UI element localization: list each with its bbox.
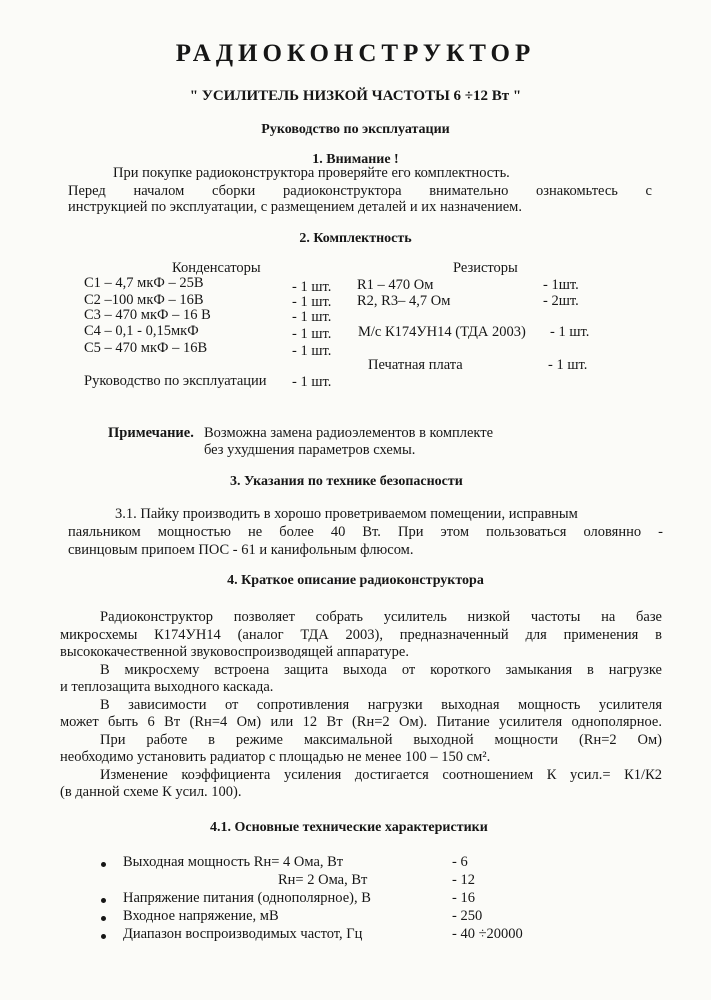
note-label: Примечание. xyxy=(108,425,194,441)
chip-qty: - 1 шт. xyxy=(550,324,590,340)
section-3-line-3: свинцовым припоем ПОС - 61 и канифольным флюсом. xyxy=(68,542,414,558)
section-4-line: (в данной схеме К усил. 100). xyxy=(60,784,242,800)
section-4-line: Изменение коэффициента усиления достигается соотношением К усил.= К1/К2 xyxy=(100,767,662,783)
spec-label: Диапазон воспроизводимых частот, Гц xyxy=(123,926,363,942)
resistor-name: R1 – 470 Ом xyxy=(357,277,434,293)
section-4-line: микросхемы К174УН14 (аналог ТДА 2003), предназначенный для применения в xyxy=(60,627,662,643)
bullet-icon xyxy=(101,898,106,903)
bullet-icon xyxy=(101,934,106,939)
section-4-line: может быть 6 Вт (Rн=4 Ом) или 12 Вт (Rн=2 Ом). Питание усилителя однополярное. xyxy=(60,714,662,730)
spec-label: Rн= 2 Ома, Вт xyxy=(278,872,368,888)
manual-item-qty: - 1 шт. xyxy=(292,374,332,390)
section-1-line-3: инструкцией по эксплуатации, с размещением деталей и их назначением. xyxy=(68,199,522,215)
pcb-qty: - 1 шт. xyxy=(548,357,588,373)
resistor-qty: - 1шт. xyxy=(543,277,579,293)
resistor-qty: - 2шт. xyxy=(543,293,579,309)
note-line-2: без ухудшения параметров схемы. xyxy=(204,442,416,458)
section-4-line: В микросхему встроена защита выхода от короткого замыкания в нагрузке xyxy=(100,662,662,678)
capacitor-name: С4 – 0,1 - 0,15мкФ xyxy=(84,323,199,339)
resistors-title: Резисторы xyxy=(453,260,518,276)
capacitor-name: С1 – 4,7 мкФ – 25В xyxy=(84,275,204,291)
capacitor-qty: - 1 шт. xyxy=(292,279,332,295)
spec-value: - 16 xyxy=(452,890,475,906)
capacitors-title: Конденсаторы xyxy=(172,260,261,276)
spec-value: - 40 ÷20000 xyxy=(452,926,523,942)
section-4-heading: 4. Краткое описание радиоконструктора xyxy=(227,573,484,588)
note-line-1: Возможна замена радиоэлементов в комплекте xyxy=(204,425,494,441)
capacitor-qty: - 1 шт. xyxy=(292,309,332,325)
section-4-line: При работе в режиме максимальной выходной мощности (Rн=2 Ом) xyxy=(100,732,662,748)
spec-label: Входное напряжение, мВ xyxy=(123,908,279,924)
section-1-line-2: Перед началом сборки радиоконструктора внимательно ознакомьтесь с xyxy=(68,183,652,199)
bullet-icon xyxy=(101,916,106,921)
chip-name: М/с К174УН14 (ТДА 2003) xyxy=(358,324,526,340)
spec-value: - 6 xyxy=(452,854,468,870)
spec-value: - 250 xyxy=(452,908,483,924)
bullet-icon xyxy=(101,862,106,867)
section-2-heading: 2. Комплектность xyxy=(299,231,412,246)
manual-heading: Руководство по эксплуатации xyxy=(261,122,450,137)
capacitor-name: С5 – 470 мкФ – 16В xyxy=(84,340,208,356)
page-title: РАДИОКОНСТРУКТОР xyxy=(175,40,536,67)
resistor-name: R2, R3– 4,7 Ом xyxy=(357,293,451,309)
section-4-line: Радиоконструктор позволяет собрать усилитель низкой частоты на базе xyxy=(100,609,662,625)
section-4-line: высококачественной звуковоспроизводящей аппаратуре. xyxy=(60,644,409,660)
capacitor-qty: - 1 шт. xyxy=(292,326,332,342)
section-3-heading: 3. Указания по технике безопасности xyxy=(230,474,463,489)
spec-value: - 12 xyxy=(452,872,475,888)
spec-label: Напряжение питания (однополярное), В xyxy=(123,890,371,906)
page-subtitle: " УСИЛИТЕЛЬ НИЗКОЙ ЧАСТОТЫ 6 ÷12 Вт " xyxy=(189,88,522,104)
section-3-line-2: паяльником мощностью не более 40 Вт. При этом пользоваться оловянно - xyxy=(68,524,663,540)
section-4-line: В зависимости от сопротивления нагрузки выходная мощность усилителя xyxy=(100,697,662,713)
section-1-heading: 1. Внимание ! xyxy=(312,152,399,167)
capacitor-qty: - 1 шт. xyxy=(292,343,332,359)
spec-label: Выходная мощность Rн= 4 Ома, Вт xyxy=(123,854,344,870)
capacitor-name: С3 – 470 мкФ – 16 В xyxy=(84,307,211,323)
capacitor-qty: - 1 шт. xyxy=(292,294,332,310)
pcb-name: Печатная плата xyxy=(368,357,463,373)
manual-item-name: Руководство по эксплуатации xyxy=(84,373,267,389)
section-1-line-1: При покупке радиоконструктора проверяйте его комплектность. xyxy=(113,165,510,181)
capacitor-name: С2 –100 мкФ – 16В xyxy=(84,292,204,308)
section-41-heading: 4.1. Основные технические характеристики xyxy=(210,820,488,835)
section-4-line: и теплозащита выходного каскада. xyxy=(60,679,274,695)
section-3-line-1: 3.1. Пайку производить в хорошо проветриваемом помещении, исправным xyxy=(115,506,578,522)
section-4-line: необходимо установить радиатор с площадью не менее 100 – 150 см². xyxy=(60,749,491,765)
